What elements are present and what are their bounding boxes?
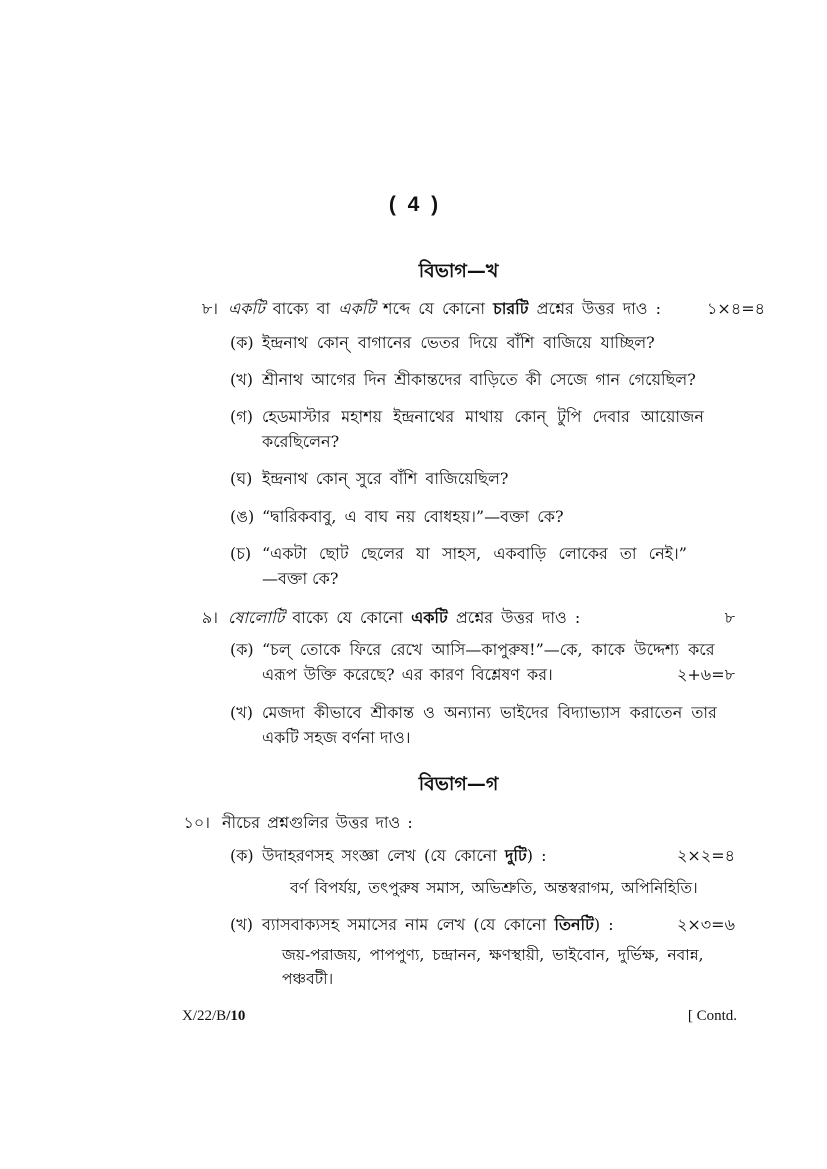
section-title-ga: বিভাগ—গ bbox=[418, 773, 499, 795]
q10-item-kha-label: (খ) bbox=[230, 915, 253, 934]
q10-item-kha-term-list-line2: পঞ্চবটী। bbox=[282, 970, 334, 988]
q8-emph-1: একটি bbox=[228, 299, 265, 318]
q8-emph-2: একটি bbox=[338, 299, 375, 318]
q10-item-kha-marks: ২×৩=৬ bbox=[676, 915, 735, 934]
q10-item-ka-text: উদাহরণসহ সংজ্ঞা লেখ (যে কোনো দুটি) : bbox=[262, 846, 547, 865]
question-9-marks: ৮ bbox=[724, 608, 735, 627]
q10-ka-emph: দুটি bbox=[505, 846, 527, 865]
section-title-kha: বিভাগ—খ bbox=[418, 260, 499, 282]
q9-item-ka-marks: ২+৬=৮ bbox=[676, 665, 735, 684]
q9-item-kha-label: (খ) bbox=[230, 703, 253, 722]
q9-item-ka-text-line1: “চল্ তোকে ফিরে রেখে আসি—কাপুরুষ!”—কে, কাকে উদ্দেশ্য করে bbox=[262, 640, 715, 659]
question-10-number: ১০। bbox=[183, 813, 210, 832]
q10-item-ka-marks: ২×২=৪ bbox=[676, 846, 735, 865]
q9-item-kha-text-line2: একটি সহজ বর্ণনা দাও। bbox=[262, 728, 411, 747]
q10-kha-emph: তিনটি bbox=[554, 915, 594, 934]
q8-item-ga-label: (গ) bbox=[230, 407, 253, 426]
q8-emph-3: চারটি bbox=[493, 299, 529, 318]
q8-item-kha-label: (খ) bbox=[230, 370, 253, 389]
q9-item-ka-label: (ক) bbox=[230, 640, 254, 659]
question-9-text: ষোলোটি বাক্যে যে কোনো একটি প্রশ্নের উত্তর দাও : bbox=[228, 608, 581, 627]
q9-emph-1: ষোলোটি bbox=[228, 608, 285, 627]
q8-item-ga-text-line2: করেছিলেন? bbox=[262, 432, 340, 451]
q8-item-ga-text-line1: হেডমাস্টার মহাশয় ইন্দ্রনাথের মাথায় কোন্ টুপি দেবার আয়োজন bbox=[262, 407, 704, 426]
q8-item-umo-text: “দ্বারিকবাবু, এ বাঘ নয় বোধহয়।”—বক্তা কে? bbox=[262, 507, 564, 526]
question-9-number: ৯। bbox=[201, 608, 218, 627]
question-8-number: ৮। bbox=[201, 299, 218, 318]
q8-item-gha-text: ইন্দ্রনাথ কোন্ সুরে বাঁশি বাজিয়েছিল? bbox=[262, 469, 509, 488]
question-10-text: নীচের প্রশ্নগুলির উত্তর দাও : bbox=[222, 813, 413, 832]
question-8-text: একটি বাক্যে বা একটি শব্দে যে কোনো চারটি প্রশ্নের উত্তর দাও : bbox=[228, 299, 661, 318]
q8-item-umo-label: (ঙ) bbox=[230, 507, 255, 526]
q10-item-ka-label: (ক) bbox=[230, 846, 254, 865]
q8-item-cha-label: (চ) bbox=[230, 544, 252, 563]
q8-item-cha-text-line1: “একটা ছোট ছেলের যা সাহস, একবাড়ি লোকের তা নেই।” bbox=[262, 544, 687, 563]
q10-item-kha-text: ব্যাসবাক্যসহ সমাসের নাম লেখ (যে কোনো তিনটি) : bbox=[262, 915, 614, 934]
q9-item-ka-text-line2: এরূপ উক্তি করেছে? এর কারণ বিশ্লেষণ কর। bbox=[262, 665, 553, 684]
question-8-marks: ১×৪=৪ bbox=[707, 299, 765, 318]
q8-item-kha-text: শ্রীনাথ আগের দিন শ্রীকান্তদের বাড়িতে কী সেজে গান গেয়েছিল? bbox=[262, 370, 696, 389]
q10-item-kha-term-list-line1: জয়-পরাজয়, পাপপুণ্য, চন্দ্রানন, ক্ষণস্থায়ী, ভাইবোন, দুর্ভিক্ষ, নবান্ন, bbox=[282, 946, 704, 964]
q8-item-ka-label: (ক) bbox=[230, 333, 254, 352]
q9-emph-2: একটি bbox=[411, 608, 448, 627]
q8-item-gha-label: (ঘ) bbox=[230, 469, 253, 488]
q10-item-ka-term-list: বর্ণ বিপর্যয়, তৎপুরুষ সমাস, অভিশ্রুতি, অন্তস্বরাগম, অপিনিহিতি। bbox=[290, 879, 698, 897]
footer-paper-code: X/22/B/10 bbox=[182, 1008, 246, 1024]
footer-contd: [ Contd. bbox=[687, 1008, 737, 1024]
q8-item-cha-text-line2: —বক্তা কে? bbox=[262, 569, 339, 588]
page-number: ( 4 ) bbox=[388, 193, 439, 216]
q9-item-kha-text-line1: মেজদা কীভাবে শ্রীকান্ত ও অন্যান্য ভাইদের বিদ্যাভ্যাস করাতেন তার bbox=[262, 703, 717, 722]
q8-item-ka-text: ইন্দ্রনাথ কোন্ বাগানের ভেতর দিয়ে বাঁশি বাজিয়ে যাচ্ছিল? bbox=[262, 333, 655, 352]
